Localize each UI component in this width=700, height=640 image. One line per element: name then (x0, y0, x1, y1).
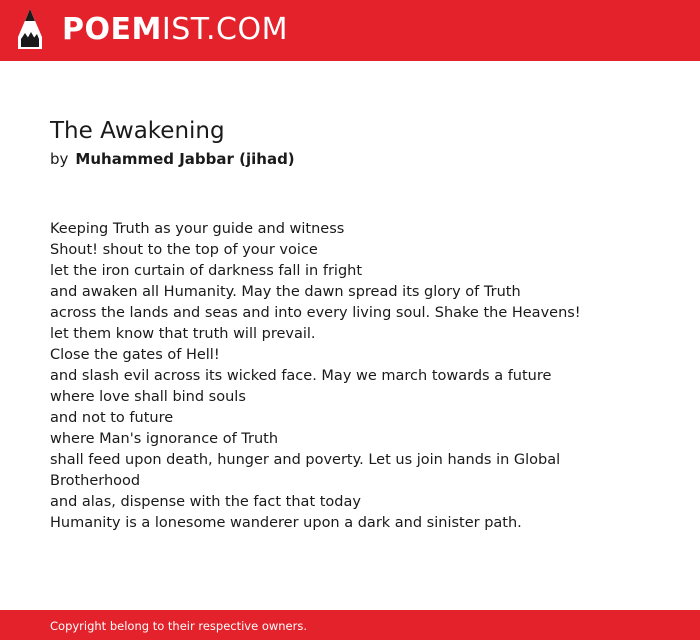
poem-line: and awaken all Humanity. May the dawn spread its glory of Truth (50, 284, 521, 300)
poem-line: and not to future (50, 410, 174, 426)
poem-line: Brotherhood (50, 473, 141, 489)
byline (50, 148, 295, 170)
poem-line: shall feed upon death, hunger and poverty. Let us join hands in Global (50, 452, 561, 468)
poem-line: let the iron curtain of darkness fall in fright (50, 263, 363, 279)
logo-strong-text: POEM (62, 12, 162, 47)
author-name[interactable]: Muhammed Jabbar (jihad) (75, 150, 295, 168)
copyright-text: Copyright belong to their respective owners. (50, 619, 308, 633)
poem-line: Close the gates of Hell! (50, 347, 220, 363)
poem-line: and alas, dispense with the fact that today (50, 494, 361, 510)
poem-line: where love shall bind souls (50, 389, 246, 405)
poem-line: and slash evil across its wicked face. May we march towards a future (50, 368, 552, 384)
poem-title: The Awakening (50, 118, 225, 144)
site-header (0, 0, 700, 61)
poem-line: Shout! shout to the top of your voice (50, 242, 318, 258)
poem-line: where Man's ignorance of Truth (50, 431, 279, 447)
site-footer (0, 610, 700, 640)
poem-line: Keeping Truth as your guide and witness (50, 221, 345, 237)
poem-line: Humanity is a lonesome wanderer upon a dark and sinister path. (50, 515, 522, 531)
pencil-icon (18, 9, 42, 51)
logo-light-text: IST.COM (161, 12, 288, 47)
poem-body (50, 219, 670, 534)
site-logo[interactable] (62, 12, 288, 48)
poem-line: across the lands and seas and into every living soul. Shake the Heavens! (50, 305, 581, 321)
poem-line: let them know that truth will prevail. (50, 326, 316, 342)
by-label: by (50, 150, 69, 168)
